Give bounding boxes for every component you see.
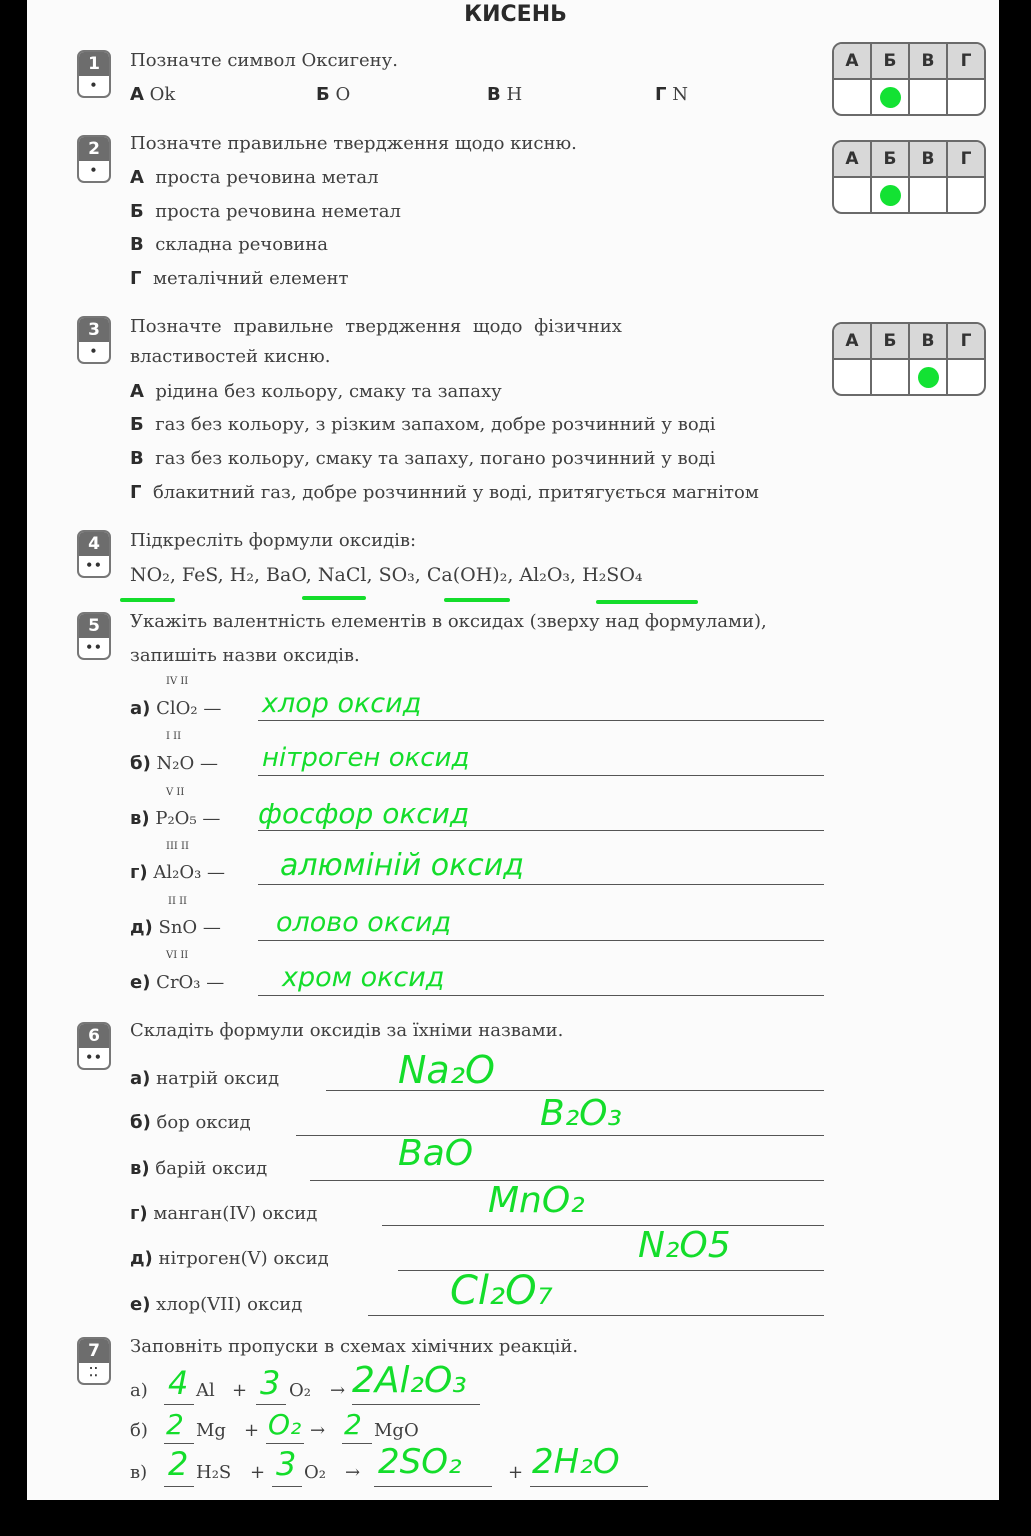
difficulty-dots: • [89,163,99,177]
q1-text: Позначте символ Оксигену. [130,50,398,71]
option-value: проста речовина неметал [155,201,401,222]
blank-line[interactable] [164,1486,194,1487]
option-value: N [672,84,688,105]
blank-line[interactable] [374,1486,492,1487]
q5-text-line1: Укажіть валентність елементів в оксидах (зверху над формулами), [130,611,767,632]
row-label: а) [130,698,151,719]
valence-mark: III II [166,841,189,852]
option-value: блакитний газ, добре розчинний у воді, притягується магнітом [152,482,759,503]
underline-mark [444,598,510,602]
formula[interactable]: FeS [181,564,218,586]
task-badge-4 [77,530,111,578]
answer-line[interactable] [296,1135,824,1136]
option-value: O [335,84,351,105]
grid-header: Б [872,142,910,176]
formula[interactable]: Al₂O₃ [519,564,571,586]
task-badge-2 [77,135,111,183]
blank-line[interactable] [530,1486,648,1487]
formula[interactable]: NO₂ [130,564,170,586]
q2-option-b[interactable] [130,201,401,222]
answer-line[interactable] [258,775,824,776]
task-badge-3 [77,316,111,364]
oxide-name: барій оксид [155,1158,268,1179]
answer-line[interactable] [258,830,824,831]
grid-header: Б [872,44,910,78]
option-value: H [506,84,523,105]
task-number: 5 [79,614,109,638]
answer-grid-1[interactable] [832,42,986,116]
oxide-name: бор оксид [156,1112,251,1133]
option-letter: Г [130,482,142,503]
handwritten-answer: хром оксид [282,962,445,993]
handwritten-answer: фосфор оксид [258,797,470,830]
valence-mark: I II [166,731,182,742]
q3-option-d[interactable] [130,482,759,503]
oxide-name: хлор(VII) оксид [156,1294,303,1315]
handwritten-answer: MnO₂ [488,1180,585,1221]
formula[interactable]: BaO [266,564,306,586]
marked-answer-icon [880,87,901,108]
marked-answer-icon [880,185,901,206]
grid-cell-selected[interactable] [872,178,910,212]
grid-header: А [834,324,872,358]
valence-mark: V II [166,787,185,798]
q2-text: Позначте правильне твердження щодо кисню. [130,133,577,154]
option-letter: Б [130,414,144,435]
plus-sign: + [508,1462,524,1483]
handwritten-coefficient: O₂ [268,1408,302,1441]
oxide-formula: SnO [158,917,198,938]
answer-line[interactable] [368,1315,824,1316]
grid-cell[interactable] [834,360,872,394]
row-label: б) [130,1112,151,1133]
task-badge-5 [77,612,111,660]
q6-row-a [130,1068,279,1089]
grid-header: В [910,142,948,176]
q4-formula-list: NO₂, FeS, H₂, BaO, NaCl, SO₃, Ca(OH)₂, Al₂O₃, H₂SO₄ [130,564,643,586]
option-value: металічний елемент [152,268,349,289]
handwritten-answer: Na₂O [398,1048,495,1092]
valence-mark: IV II [166,676,189,687]
grid-header: Б [872,324,910,358]
option-letter: Г [655,84,667,105]
reaction-arrow: → [330,1380,346,1401]
q7-row-a-label: а) [130,1380,148,1401]
blank-line[interactable] [164,1443,194,1444]
reactant: Al [196,1380,215,1401]
option-letter: Б [130,201,144,222]
difficulty-dots: •• [85,640,103,654]
oxide-formula: Al₂O₃ [153,862,202,883]
grid-cell[interactable] [948,178,984,212]
q7-row-c-label: в) [130,1462,148,1483]
grid-cell[interactable] [948,80,984,114]
grid-header: Г [960,331,972,351]
blank-line[interactable] [272,1486,302,1487]
underline-mark [120,598,175,602]
handwritten-answer: N₂O5 [638,1225,731,1266]
q1-option-d[interactable] [655,84,688,105]
q3-option-b[interactable] [130,414,716,435]
difficulty-dots: •• [85,1050,103,1064]
handwritten-answer: хлор оксид [262,688,422,719]
answer-grid-2[interactable] [832,140,986,214]
grid-cell[interactable] [910,80,948,114]
q6-row-c [130,1158,267,1179]
grid-header: В [910,324,948,358]
page-title: КИСЕНЬ [464,2,567,27]
valence-mark: VI II [166,950,189,961]
handwritten-answer: олово оксид [276,907,452,938]
answer-line[interactable] [382,1225,824,1226]
q7-row-b-label: б) [130,1420,148,1441]
oxide-formula: P₂O₅ [155,808,197,829]
handwritten-coefficient: 2 [344,1408,362,1441]
reaction-arrow: → [310,1420,326,1441]
grid-cell[interactable] [948,360,984,394]
row-label: а) [130,1068,151,1089]
oxide-name: нітроген(V) оксид [158,1248,329,1269]
reactant: H₂S [196,1462,232,1483]
grid-header: А [834,142,872,176]
oxide-name: манган(IV) оксид [153,1203,318,1224]
q3-option-a[interactable] [130,381,502,402]
q6-row-f [130,1294,302,1315]
q1-option-b[interactable] [316,84,350,105]
option-value: газ без кольору, з різким запахом, добре розчинний у воді [155,414,716,435]
task-number: 2 [79,137,109,161]
option-letter: В [130,234,144,255]
option-letter: В [130,448,144,469]
oxide-formula: CrO₃ [156,972,201,993]
row-label: в) [130,1158,150,1179]
marked-answer-icon [918,367,939,388]
formula[interactable]: Ca(OH)₂ [426,564,508,586]
task-number: 4 [79,532,109,556]
option-letter: А [130,167,144,188]
formula[interactable]: SO₃ [378,564,415,586]
handwritten-answer: Cl₂O₇ [450,1268,553,1314]
row-label: г) [130,862,148,883]
formula[interactable]: NaCl [317,564,367,586]
task-number: 6 [79,1024,109,1048]
handwritten-answer: BaO [398,1133,474,1174]
reactant: Mg [196,1420,226,1441]
reactant: O₂ [289,1380,311,1401]
blank-line[interactable] [164,1404,194,1405]
difficulty-dots: ⁚⁚ [89,1365,99,1379]
handwritten-answer: алюміній оксид [280,848,524,883]
grid-header: А [834,44,872,78]
grid-cell-selected[interactable] [872,80,910,114]
option-value: складна речовина [155,234,328,255]
formula[interactable]: H₂SO₄ [582,564,643,586]
q2-option-a[interactable] [130,167,379,188]
oxide-formula: N₂O [156,753,195,774]
grid-header: Г [960,149,972,169]
handwritten-coefficient: 2 [168,1445,189,1483]
difficulty-dots: •• [85,558,103,572]
answer-line[interactable] [258,995,824,996]
handwritten-coefficient: 4 [168,1364,189,1402]
option-value: рідина без кольору, смаку та запаху [155,381,502,402]
row-label: е) [130,1294,151,1315]
q3-option-c[interactable] [130,448,715,469]
q1-option-c[interactable] [487,84,522,105]
row-label: б) [130,753,151,774]
answer-line[interactable] [258,720,824,721]
grid-cell-selected[interactable] [910,360,948,394]
option-letter: Г [130,268,142,289]
option-letter: А [130,381,144,402]
blank-line[interactable] [266,1443,304,1444]
blank-line[interactable] [352,1404,480,1405]
row-label: в) [130,808,150,829]
oxide-name: натрій оксид [156,1068,280,1089]
difficulty-dots: • [89,344,99,358]
q6-text: Складіть формули оксидів за їхніми назвами. [130,1020,564,1041]
reaction-arrow: → [345,1462,361,1483]
underline-mark [596,600,698,604]
grid-header: В [910,44,948,78]
plus-sign: + [250,1462,266,1483]
row-label: г) [130,1203,148,1224]
answer-line[interactable] [258,940,824,941]
grid-cell[interactable] [910,178,948,212]
plus-sign: + [244,1420,260,1441]
handwritten-product: 2H₂O [532,1442,620,1482]
answer-line[interactable] [258,884,824,885]
grid-cell[interactable] [834,178,872,212]
option-value: Ok [149,84,176,105]
handwritten-answer: B₂O₃ [540,1093,622,1134]
difficulty-dots: • [89,78,99,92]
q6-row-b [130,1112,251,1133]
handwritten-product: 2Al₂O₃ [352,1360,467,1401]
q3-text-line2: властивостей кисню. [130,346,331,367]
q4-text: Підкресліть формули оксидів: [130,530,417,551]
task-badge-7 [77,1337,111,1385]
reactant: O₂ [304,1462,326,1483]
grid-cell[interactable] [872,360,910,394]
row-label: д) [130,917,153,938]
q7-text: Заповніть пропуски в схемах хімічних реакцій. [130,1336,579,1357]
plus-sign: + [232,1380,248,1401]
q2-option-c[interactable] [130,234,328,255]
grid-header: Г [960,51,972,71]
handwritten-coefficient: 3 [260,1364,281,1402]
formula[interactable]: H₂ [229,564,254,586]
option-value: газ без кольору, смаку та запаху, погано розчинний у воді [155,448,716,469]
option-value: проста речовина метал [155,167,379,188]
grid-cell[interactable] [834,80,872,114]
q6-row-d [130,1203,317,1224]
handwritten-coefficient: 2 [166,1408,184,1441]
blank-line[interactable] [342,1443,372,1444]
blank-line[interactable] [256,1404,286,1405]
handwritten-coefficient: 3 [276,1445,297,1483]
underline-mark [302,596,366,600]
handwritten-product: 2SO₂ [378,1442,462,1482]
q2-option-d[interactable] [130,268,348,289]
handwritten-answer: нітроген оксид [262,743,470,773]
task-badge-1 [77,50,111,98]
q6-row-e [130,1248,329,1269]
task-number: 1 [79,52,109,76]
option-letter: А [130,84,144,105]
task-badge-6 [77,1022,111,1070]
task-number: 7 [79,1339,109,1363]
product: MgO [374,1420,419,1441]
q3-text-line1: Позначте правильне твердження щодо фізичних [130,316,622,337]
row-label: д) [130,1248,153,1269]
task-number: 3 [79,318,109,342]
oxide-formula: ClO₂ [156,698,198,719]
answer-grid-3[interactable] [832,322,986,396]
q1-option-a[interactable] [130,84,175,105]
valence-mark: II II [168,896,187,907]
row-label: е) [130,972,151,993]
q5-text-line2: запишіть назви оксидів. [130,645,360,666]
option-letter: В [487,84,501,105]
option-letter: Б [316,84,330,105]
